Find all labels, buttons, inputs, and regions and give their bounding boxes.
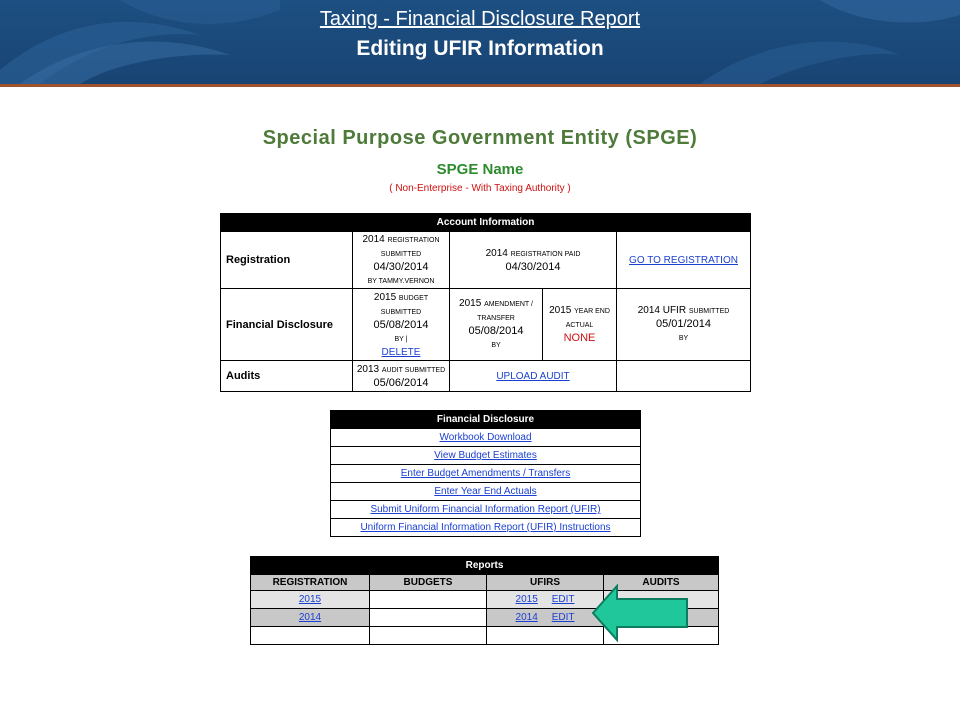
registration-submitted-date: 04/30/2014 <box>373 260 429 273</box>
registration-submitted-caption: REGISTRATION SUBMITTED <box>380 236 440 258</box>
ufir-2015-edit-link[interactable]: EDIT <box>551 594 575 605</box>
yearend-year: 2015 <box>549 305 572 316</box>
registration-submitted-year: 2014 <box>362 233 385 245</box>
banner-divider <box>0 84 960 87</box>
financial-disclosure-menu <box>330 410 641 537</box>
ufir-2014-edit-link[interactable]: EDIT <box>551 612 575 623</box>
budget-date: 05/08/2014 <box>373 318 429 331</box>
reports-header: Reports <box>251 557 719 575</box>
column-budgets: BUDGETS <box>370 575 487 591</box>
budget-submitted-cell <box>353 289 450 361</box>
ufir-caption: SUBMITTED <box>688 308 730 315</box>
audit-caption: AUDIT SUBMITTED <box>381 366 446 374</box>
budget-caption: BUDGET SUBMITTED <box>380 294 429 316</box>
financial-disclosure-row <box>221 289 751 361</box>
go-to-registration-link[interactable]: GO TO REGISTRATION <box>629 254 738 266</box>
submit-ufir-link[interactable]: Submit Uniform Financial Information Report (UFIR) <box>370 504 601 515</box>
menu-item <box>331 447 641 465</box>
page-title: Taxing - Financial Disclosure Report <box>319 8 641 30</box>
budgets-cell <box>370 591 487 609</box>
registration-2014-link[interactable]: 2014 <box>298 612 322 623</box>
ufirs-cell <box>487 609 604 627</box>
entity-subtitle: ( Non-Enterprise - With Taxing Authority ) <box>389 183 571 194</box>
registration-cell <box>251 609 370 627</box>
audits-row <box>221 361 751 392</box>
registration-submitted-by: BY TAMMY.VERNON <box>367 277 435 285</box>
amendment-cell <box>450 289 543 360</box>
budget-year: 2015 <box>373 291 397 303</box>
registration-paid-cell <box>450 232 617 289</box>
amendment-date: 05/08/2014 <box>468 325 524 337</box>
ufir-submitted-cell <box>617 289 751 361</box>
column-audits: AUDITS <box>604 575 719 591</box>
delete-link[interactable]: DELETE <box>381 346 421 358</box>
green-arrow-icon <box>591 584 691 642</box>
audit-year: 2013 <box>356 363 380 375</box>
registration-label: Registration <box>221 232 353 289</box>
column-registration: REGISTRATION <box>251 575 370 591</box>
audits-empty-cell <box>617 361 751 392</box>
ufir-year: 2014 UFIR <box>637 305 687 316</box>
menu-item <box>331 501 641 519</box>
audit-date: 05/06/2014 <box>373 376 429 389</box>
ufirs-cell <box>487 591 604 609</box>
ufir-date: 05/01/2014 <box>655 318 712 330</box>
budgets-cell <box>370 609 487 627</box>
amendment-caption: AMENDMENT / TRANSFER <box>477 301 533 322</box>
registration-cell <box>251 591 370 609</box>
header-banner <box>0 0 960 84</box>
enter-year-end-actuals-link[interactable]: Enter Year End Actuals <box>434 486 537 497</box>
entity-name: SPGE Name <box>436 161 524 178</box>
ufir-2015-link[interactable]: 2015 <box>515 594 538 605</box>
registration-paid-year: 2014 <box>485 247 508 259</box>
amendment-yearend-cell <box>450 289 617 361</box>
menu-item <box>331 483 641 501</box>
amendment-by: BY <box>491 342 501 349</box>
enter-budget-amendments-link[interactable]: Enter Budget Amendments / Transfers <box>400 468 571 479</box>
menu-item <box>331 465 641 483</box>
registration-2015-link[interactable]: 2015 <box>298 594 322 605</box>
upload-audit-cell <box>450 361 617 392</box>
audit-submitted-cell <box>353 361 450 392</box>
financial-disclosure-header: Financial Disclosure <box>331 411 641 429</box>
empty-cell <box>251 627 370 645</box>
account-information-table <box>220 213 751 392</box>
financial-disclosure-label: Financial Disclosure <box>221 289 353 361</box>
registration-link-cell <box>617 232 751 289</box>
amendment-yearend-inner <box>450 289 616 360</box>
yearend-value: NONE <box>563 332 596 344</box>
upload-audit-link[interactable]: UPLOAD AUDIT <box>496 370 570 382</box>
ufir-instructions-link[interactable]: Uniform Financial Information Report (UFIR) Instructions <box>360 522 611 533</box>
account-information-header: Account Information <box>221 214 751 232</box>
ufir-by: BY <box>678 335 689 342</box>
amendment-year: 2015 <box>459 298 482 309</box>
audits-label: Audits <box>221 361 353 392</box>
menu-item <box>331 429 641 447</box>
page-subtitle: Editing UFIR Information <box>356 37 604 60</box>
registration-submitted-cell <box>353 232 450 289</box>
empty-cell <box>370 627 487 645</box>
registration-paid-caption: REGISTRATION PAID <box>510 250 581 258</box>
view-budget-estimates-link[interactable]: View Budget Estimates <box>434 450 537 461</box>
yearend-caption: YEAR END ACTUAL <box>565 308 610 329</box>
yearend-cell <box>543 289 617 360</box>
ufir-2014-link[interactable]: 2014 <box>515 612 538 623</box>
entity-heading: Special Purpose Government Entity (SPGE) <box>262 127 698 149</box>
budget-by: BY | <box>394 335 408 343</box>
menu-item <box>331 519 641 537</box>
registration-row <box>221 232 751 289</box>
empty-cell <box>487 627 604 645</box>
workbook-download-link[interactable]: Workbook Download <box>439 432 532 443</box>
registration-paid-date: 04/30/2014 <box>505 260 561 273</box>
column-ufirs: UFIRS <box>487 575 604 591</box>
